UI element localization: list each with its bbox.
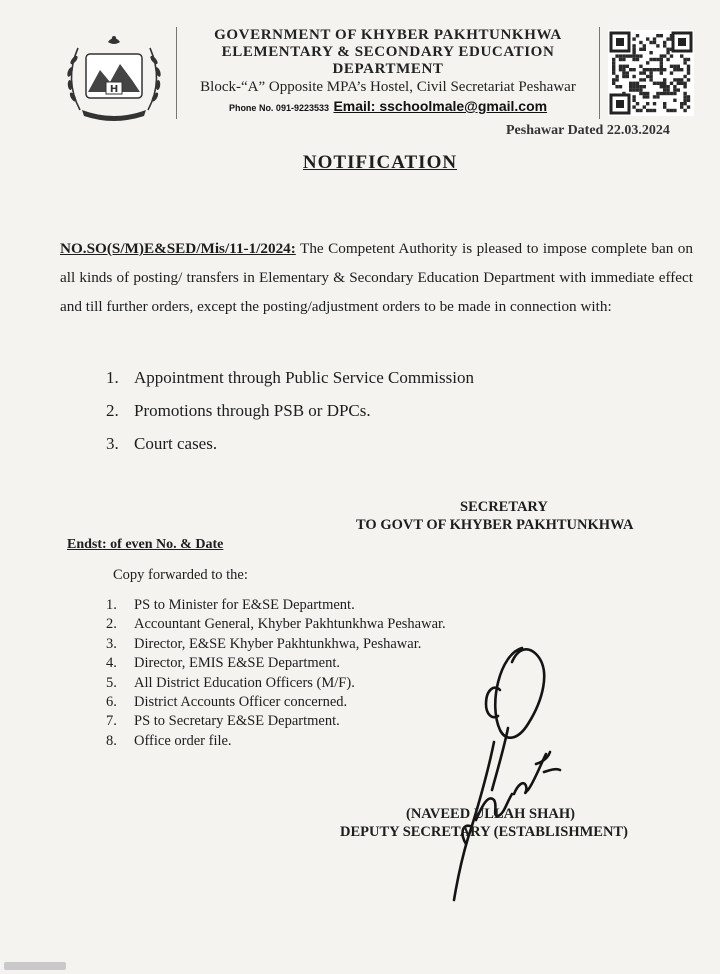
- letterhead-department-line1: ELEMENTARY & SECONDARY EDUCATION: [221, 44, 555, 60]
- list-item: [106, 596, 446, 615]
- list-item-text: Promotions through PSB or DPCs.: [134, 401, 371, 420]
- list-item-number: 3.: [106, 434, 119, 453]
- list-item-text: Director, EMIS E&SE Department.: [134, 655, 340, 672]
- endorsement-heading: Endst: of even No. & Date: [67, 537, 224, 552]
- list-item-text: Accountant General, Khyber Pakhtunkhwa Peshawar.: [134, 616, 446, 633]
- letterhead-phone: Phone No. 091-9223533: [228, 103, 329, 113]
- qr-code-icon: [608, 30, 694, 116]
- list-item-number: 1.: [106, 597, 117, 613]
- list-item-text: Office order file.: [134, 732, 232, 749]
- list-item: [106, 654, 446, 673]
- letterhead-email: Email: sschoolmale@gmail.com: [333, 98, 548, 114]
- list-item: [106, 712, 446, 731]
- list-item-number: 2.: [106, 401, 119, 420]
- secretary-block: [356, 498, 672, 534]
- list-item-number: 2.: [106, 616, 117, 633]
- recipients-list: [106, 596, 446, 751]
- copy-forwarded-label: Copy forwarded to the:: [113, 567, 248, 583]
- date-line: Peshawar Dated 22.03.2024: [506, 123, 670, 138]
- letterhead: [176, 27, 600, 119]
- list-item: [106, 693, 446, 712]
- list-item: [106, 361, 474, 394]
- list-item-number: 4.: [106, 655, 117, 672]
- signatory-designation: DEPUTY SECRETARY (ESTABLISHMENT): [340, 824, 628, 840]
- letterhead-address: Block-“A” Opposite MPA’s Hostel, Civil Secretariat Peshawar: [200, 79, 576, 95]
- list-item: [106, 427, 474, 460]
- letterhead-department-line2: DEPARTMENT: [332, 61, 444, 77]
- notification-reference-no: NO.SO(S/M)E&SED/Mis/11-1/2024:: [60, 240, 296, 257]
- list-item-text: PS to Secretary E&SE Department.: [134, 713, 340, 730]
- signatory-name: (NAVEED ULLAH SHAH): [406, 806, 575, 822]
- list-item-text: Appointment through Public Service Commission: [134, 368, 474, 387]
- corner-watermark: [4, 962, 66, 970]
- list-item: [106, 732, 446, 751]
- list-item: [106, 674, 446, 693]
- list-item: [106, 394, 474, 427]
- list-item: [106, 615, 446, 634]
- list-item-text: Court cases.: [134, 434, 218, 453]
- page-title: NOTIFICATION: [302, 152, 458, 173]
- list-item-number: 7.: [106, 713, 117, 730]
- handwritten-signature: [396, 644, 572, 902]
- letterhead-contact: [177, 97, 599, 117]
- list-item-text: District Accounts Officer concerned.: [134, 694, 348, 711]
- svg-text:H: H: [109, 84, 119, 95]
- notification-text: The Competent Authority is pleased to impose complete ban on all kinds of posting/ transfers in Elementary & Secondary Education Department with immediate effect and till further orders, except the posting/adjustment orders to be made in connection with:: [60, 240, 693, 315]
- exceptions-list: [106, 361, 474, 460]
- kpk-government-emblem-icon: [60, 30, 168, 126]
- list-item: [106, 635, 446, 654]
- list-item-number: 1.: [106, 368, 119, 387]
- list-item-text: All District Education Officers (M/F).: [134, 674, 355, 691]
- letterhead-government: GOVERNMENT OF KHYBER PAKHTUNKHWA: [214, 27, 562, 43]
- list-item-number: 8.: [106, 732, 117, 749]
- list-item-number: 6.: [106, 694, 117, 711]
- list-item-text: Director, E&SE Khyber Pakhtunkhwa, Peshawar.: [134, 635, 422, 652]
- notification-body: [60, 234, 693, 321]
- list-item-number: 3.: [106, 635, 117, 652]
- list-item-number: 5.: [106, 674, 117, 691]
- secretary-title: SECRETARY: [460, 499, 548, 515]
- list-item-text: PS to Minister for E&SE Department.: [134, 597, 355, 613]
- secretary-government: TO GOVT OF KHYBER PAKHTUNKHWA: [356, 517, 634, 533]
